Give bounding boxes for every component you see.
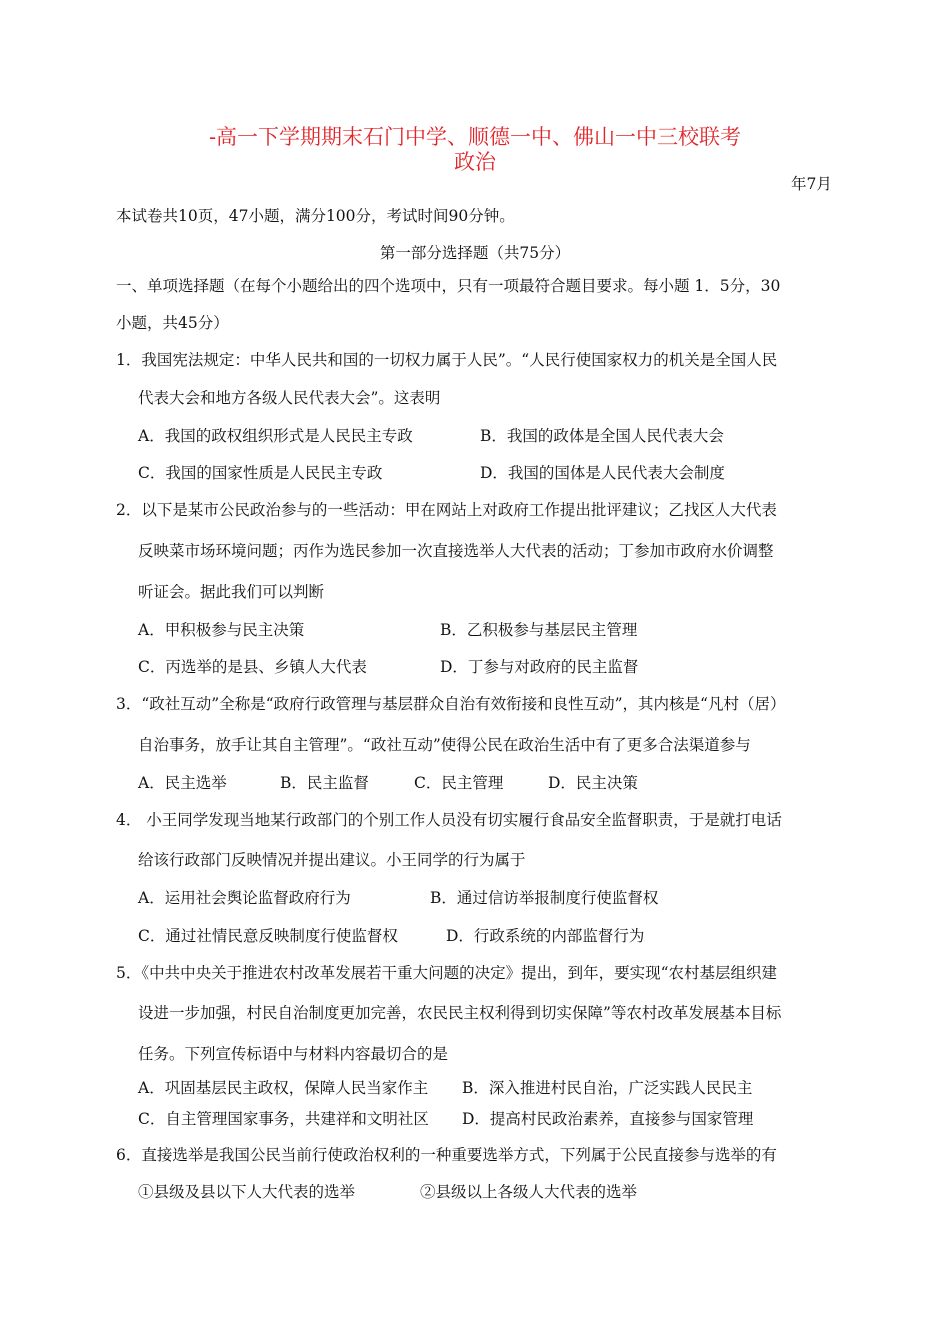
option-a: A．甲积极参与民主决策 [138,621,305,639]
option-a: A．巩固基层民主政权，保障人民当家作主 [138,1079,429,1097]
option-b: B．通过信访举报制度行使监督权 [430,889,659,907]
question-stem-line: 设进一步加强，村民自治制度更加完善，农民民主权利得到切实保障”等农村改革发展基本目标 [138,1004,782,1022]
option-a: A．民主选举 [138,774,227,792]
question-stem-line: 1．我国宪法规定：中华人民共和国的一切权力属于人民”。“人民行使国家权力的机关是全国人民 [116,351,778,369]
question-stem-line: 代表大会和地方各级人民代表大会”。这表明 [138,389,441,407]
question-stem-line: 3．“政社互动”全称是“政府行政管理与基层群众自治有效衔接和良性互动”，其内核是“凡村（居） [116,695,786,713]
option-b: B．我国的政体是全国人民代表大会 [480,427,724,445]
question-stem-line: 给该行政部门反映情况并提出建议。小王同学的行为属于 [138,851,526,869]
option-1: ①县级及县以下人大代表的选举 [138,1183,356,1201]
option-c: C．自主管理国家事务，共建祥和文明社区 [138,1110,429,1128]
question-stem-line: 6．直接选举是我国公民当前行使政治权利的一种重要选举方式，下列属于公民直接参与选举的有 [116,1146,777,1164]
option-a: A．我国的政权组织形式是人民民主专政 [138,427,413,445]
question-stem-line: 5．《中共中央关于推进农村改革发展若干重大问题的决定》提出，到年，要实现“农村基层组织建 [116,964,778,982]
question-stem-line: 反映菜市场环境问题；丙作为选民参加一次直接选举人大代表的活动；丁参加市政府水价调整 [138,542,774,560]
exam-date: 年7月 [791,175,832,193]
question-stem-line: 自治事务，放手让其自主管理”。“政社互动”使得公民在政治生活中有了更多合法渠道参与 [138,736,751,754]
exam-subject: 政治 [454,150,496,174]
question-stem-line: 听证会。据此我们可以判断 [138,583,325,601]
exam-intro: 本试卷共10页，47小题，满分100分，考试时间90分钟。 [116,207,515,225]
option-a: A．运用社会舆论监督政府行为 [138,889,351,907]
question-stem-line: 任务。下列宣传标语中与材料内容最切合的是 [138,1045,449,1063]
section1-heading-line2: 小题，共45分） [116,314,229,332]
question-stem-line: 4． 小王同学发现当地某行政部门的个别工作人员没有切实履行食品安全监督职责，于是就打电话 [116,811,782,829]
part1-title: 第一部分选择题（共75分） [379,244,571,262]
exam-title: -高一下学期期末石门中学、顺德一中、佛山一中三校联考 [208,125,742,149]
option-c: C．民主管理 [414,774,504,792]
option-c: C．通过社情民意反映制度行使监督权 [138,927,398,945]
section1-heading-line1: 一、单项选择题（在每个小题给出的四个选项中，只有一项最符合题目要求。每小题 1．5分，30 [116,277,781,295]
option-d: D．我国的国体是人民代表大会制度 [480,464,725,482]
option-d: D．丁参与对政府的民主监督 [440,658,639,676]
option-2: ②县级以上各级人大代表的选举 [420,1183,638,1201]
option-d: D．行政系统的内部监督行为 [446,927,645,945]
option-c: C．丙选举的是县、乡镇人大代表 [138,658,367,676]
option-b: B．乙积极参与基层民主管理 [440,621,638,639]
option-d: D．民主决策 [548,774,638,792]
option-b: B．民主监督 [280,774,369,792]
option-d: D．提高村民政治素养，直接参与国家管理 [462,1110,754,1128]
option-c: C．我国的国家性质是人民民主专政 [138,464,383,482]
option-b: B．深入推进村民自治，广泛实践人民民主 [462,1079,753,1097]
question-stem-line: 2．以下是某市公民政治参与的一些活动：甲在网站上对政府工作提出批评建议；乙找区人大代表 [116,501,777,519]
